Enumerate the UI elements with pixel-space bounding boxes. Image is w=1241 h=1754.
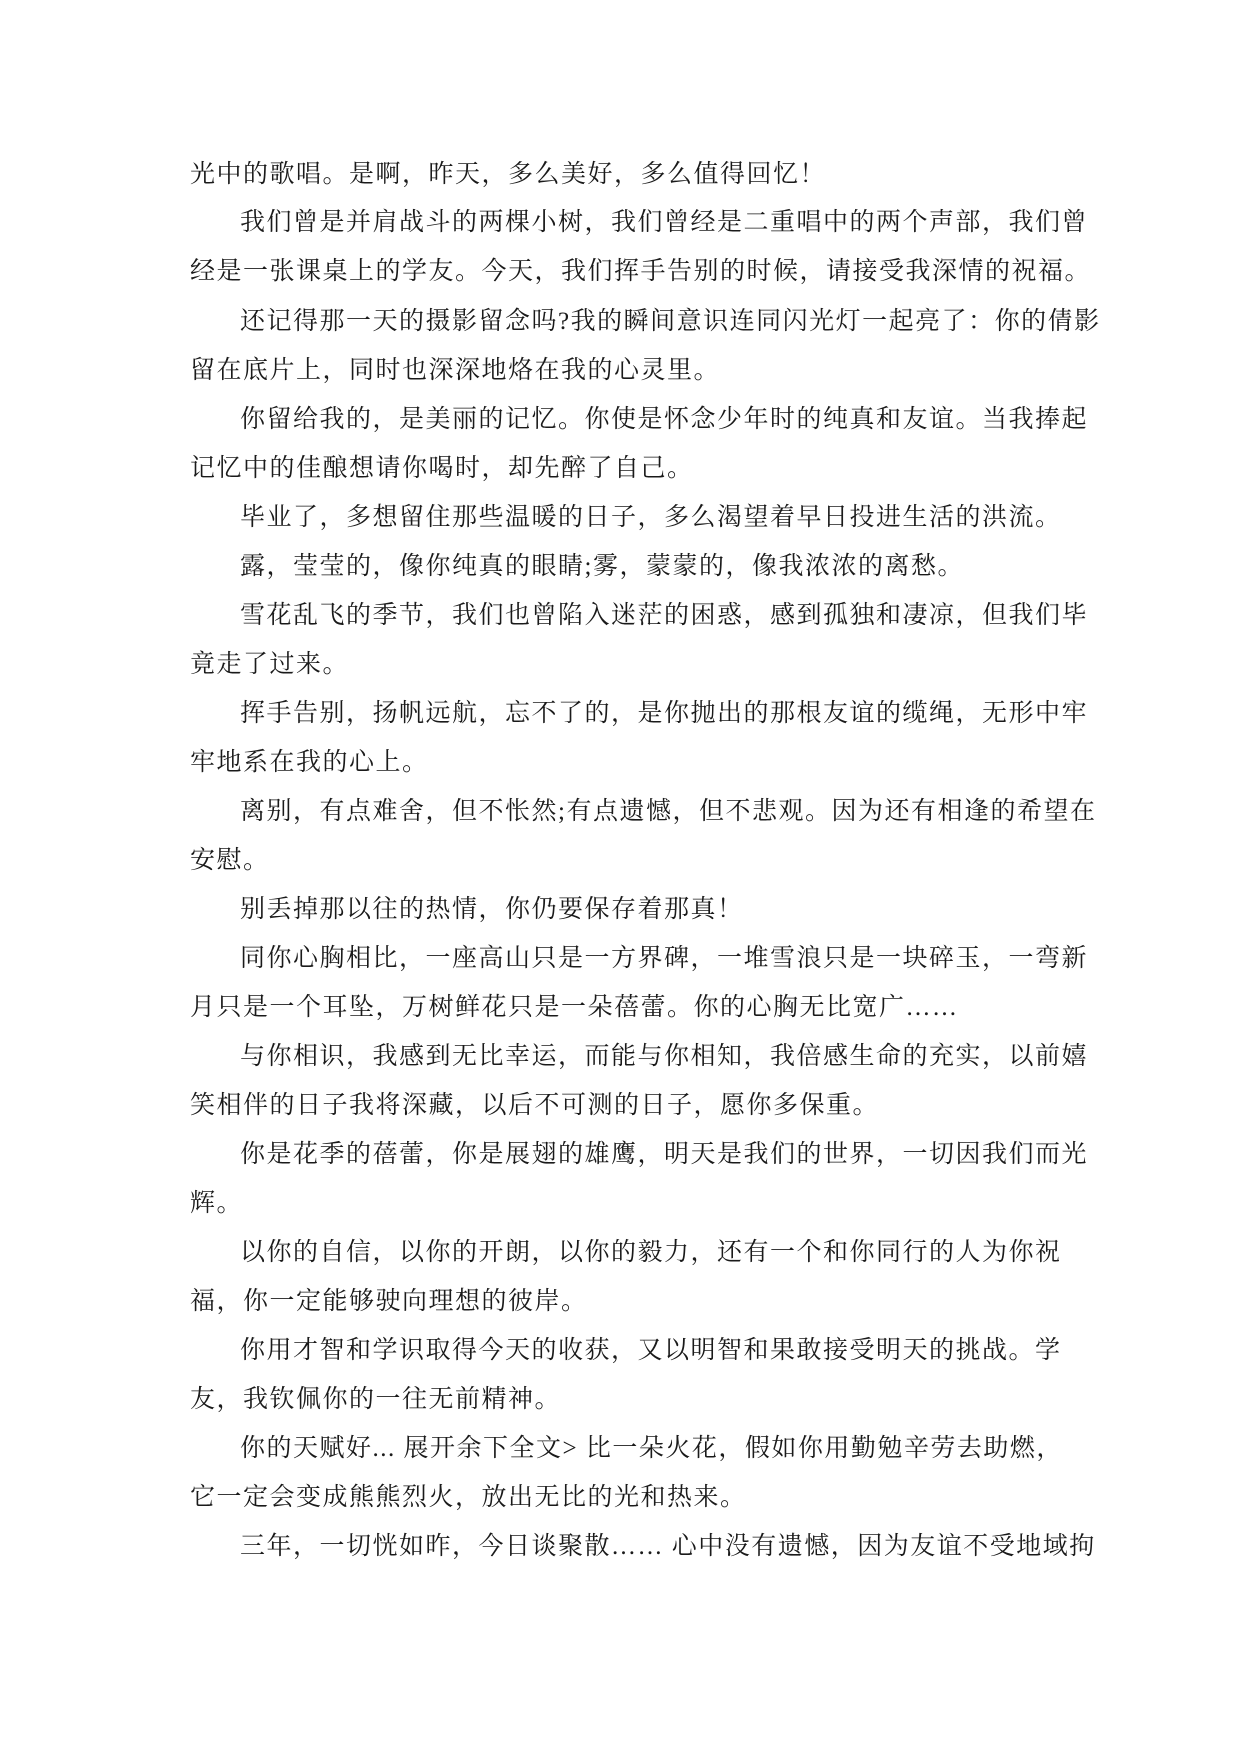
text-line: 与你相识，我感到无比幸运，而能与你相知，我倍感生命的充实，以前嬉: [240, 1043, 1089, 1070]
text-line: 安慰。: [190, 847, 270, 874]
text-line: 你是花季的蓓蕾，你是展翅的雄鹰，明天是我们的世界，一切因我们而光: [240, 1141, 1089, 1168]
text-line: 同你心胸相比，一座高山只是一方界碑，一堆雪浪只是一块碎玉，一弯新: [240, 945, 1089, 972]
text-line: 留在底片上，同时也深深地烙在我的心灵里。: [190, 357, 721, 384]
text-line: 露，莹莹的，像你纯真的眼睛;雾，蒙蒙的，像我浓浓的离愁。: [240, 553, 964, 580]
text-line: 经是一张课桌上的学友。今天，我们挥手告别的时候，请接受我深情的祝福。: [190, 258, 1092, 285]
text-line: 记忆中的佳酿想请你喝时，却先醉了自己。: [190, 455, 694, 482]
text-line: 以你的自信，以你的开朗，以你的毅力，还有一个和你同行的人为你祝: [240, 1239, 1062, 1266]
text-line: 挥手告别，扬帆远航，忘不了的，是你抛出的那根友谊的缆绳，无形中牢: [240, 700, 1089, 727]
text-line: 光中的歌唱。是啊，昨天，多么美好，多么值得回忆！: [190, 161, 827, 188]
text-line: 还记得那一天的摄影留念吗?我的瞬间意识连同闪光灯一起亮了：你的倩影: [240, 308, 1101, 335]
text-line: 你留给我的，是美丽的记忆。你使是怀念少年时的纯真和友谊。当我捧起: [240, 406, 1089, 433]
text-line: 离别，有点难舍，但不怅然;有点遗憾，但不悲观。因为还有相逢的希望在: [240, 798, 1097, 825]
text-line: 牢地系在我的心上。: [190, 749, 429, 776]
text-line: 毕业了，多想留住那些温暖的日子，多么渴望着早日投进生活的洪流。: [240, 504, 1062, 531]
text-line: 雪花乱飞的季节，我们也曾陷入迷茫的困惑，感到孤独和凄凉，但我们毕: [240, 602, 1089, 629]
text-line: 辉。: [190, 1190, 244, 1217]
text-line: 你的天赋好... 展开余下全文> 比一朵火花，假如你用勤勉辛劳去助燃，: [240, 1435, 1063, 1462]
text-line: 三年，一切恍如昨，今日谈聚散…… 心中没有遗憾，因为友谊不受地域拘: [240, 1533, 1096, 1560]
text-line: 竟走了过来。: [190, 651, 350, 678]
text-line: 别丢掉那以往的热情，你仍要保存着那真！: [240, 896, 744, 923]
text-line: 友，我钦佩你的一往无前精神。: [190, 1386, 562, 1413]
text-line: 笑相伴的日子我将深藏，以后不可测的日子，愿你多保重。: [190, 1092, 880, 1119]
text-line: 月只是一个耳坠，万树鲜花只是一朵蓓蕾。你的心胸无比宽广……: [190, 994, 959, 1021]
text-line: 福，你一定能够驶向理想的彼岸。: [190, 1288, 588, 1315]
text-line: 它一定会变成熊熊烈火，放出无比的光和热来。: [190, 1484, 747, 1511]
text-line: 我们曾是并肩战斗的两棵小树，我们曾经是二重唱中的两个声部，我们曾: [240, 209, 1089, 236]
text-line: 你用才智和学识取得今天的收获，又以明智和果敢接受明天的挑战。学: [240, 1337, 1062, 1364]
